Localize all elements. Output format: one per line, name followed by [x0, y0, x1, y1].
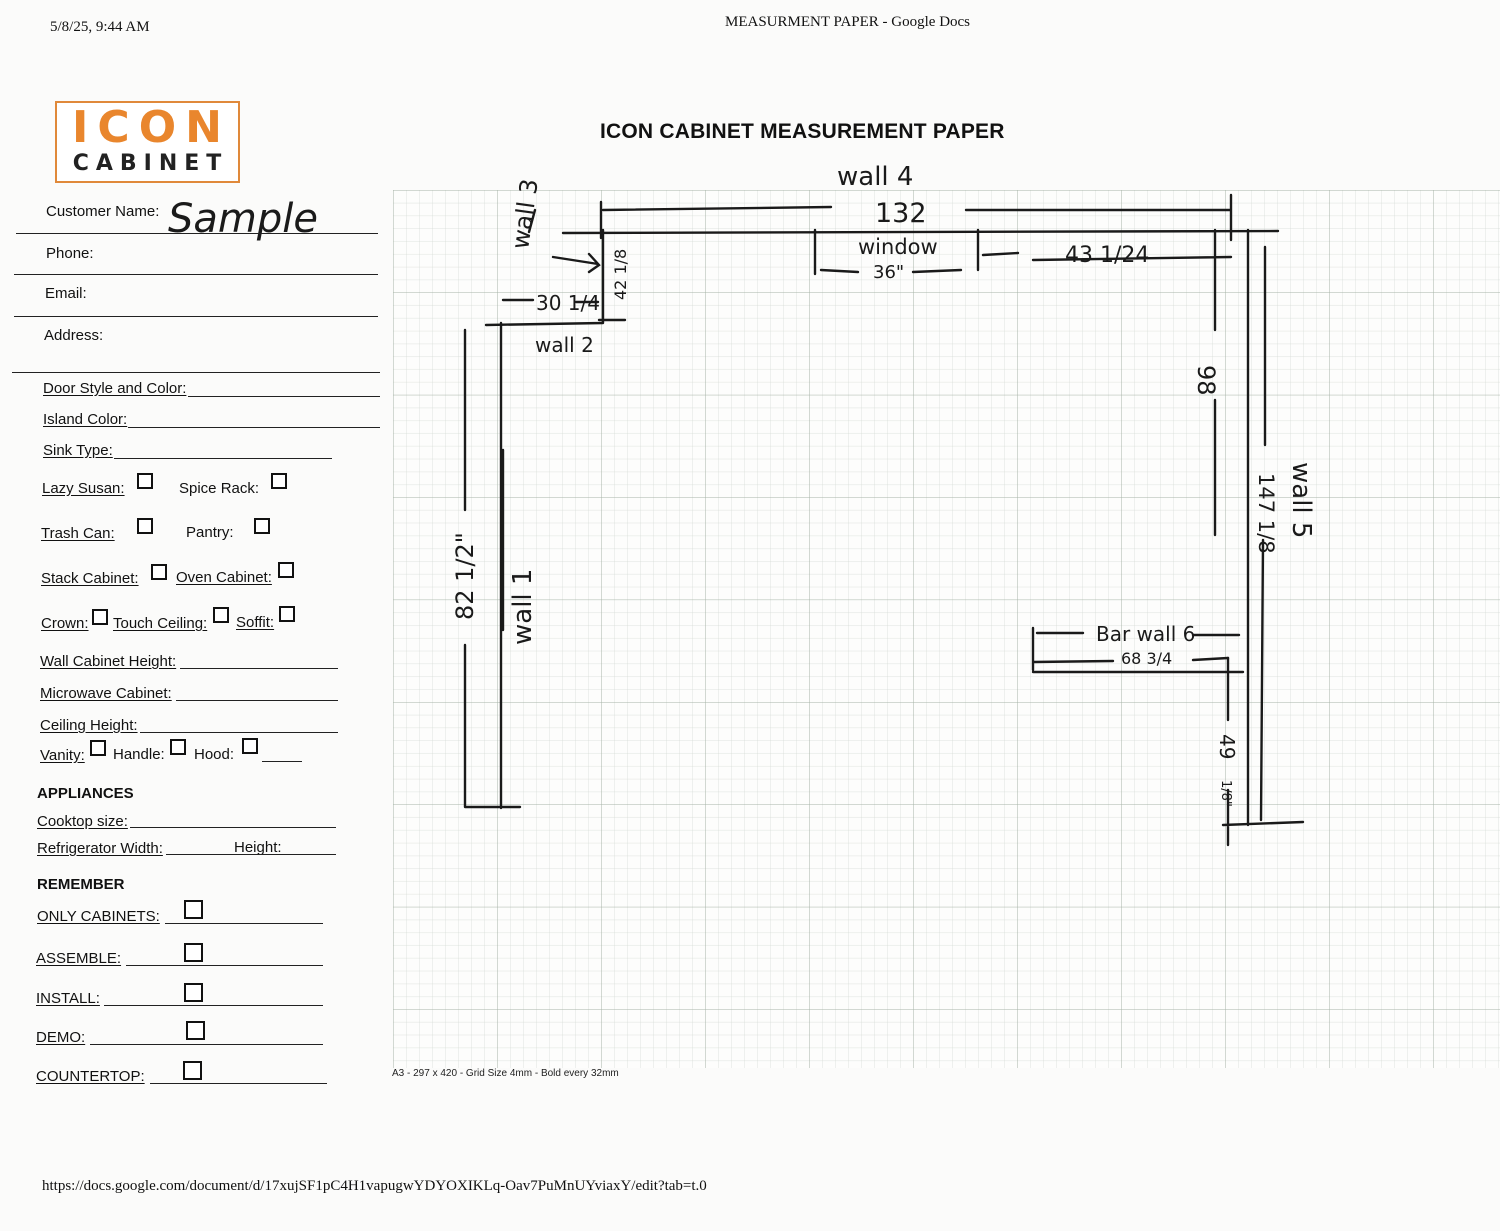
print-timestamp: 5/8/25, 9:44 AM	[50, 19, 150, 35]
measurement-grid	[393, 162, 1500, 1068]
spice-rack-label: Spice Rack:	[179, 480, 260, 497]
sink-type-label: Sink Type:	[43, 442, 113, 459]
trash-can-checkbox[interactable]	[137, 518, 153, 534]
demo-label: DEMO:	[36, 1029, 86, 1046]
dim-42-text: 42 1/8	[611, 248, 630, 300]
logo-line-1: ICON	[72, 102, 231, 153]
phone-label: Phone:	[46, 245, 94, 262]
install-checkbox[interactable]	[184, 983, 203, 1002]
remember-heading: REMEMBER	[37, 876, 125, 893]
oven-cabinet-checkbox[interactable]	[278, 562, 294, 578]
wall-4-text: wall 4	[837, 162, 914, 192]
pantry-checkbox[interactable]	[254, 518, 270, 534]
hood-line	[262, 761, 302, 762]
lazy-susan-checkbox[interactable]	[137, 473, 153, 489]
only-cabinets-label: ONLY CABINETS:	[37, 908, 160, 925]
wall-1-text: wall 1	[508, 568, 538, 645]
wall-3-text: wall 3	[506, 177, 544, 251]
trash-can-label: Trash Can:	[41, 525, 115, 542]
stack-cabinet-label: Stack Cabinet:	[41, 570, 139, 587]
touch-ceiling-label: Touch Ceiling:	[113, 615, 208, 632]
address-line	[12, 372, 380, 373]
fridge-height-label: Height:	[234, 839, 282, 856]
dim-68-text: 68 3/4	[1121, 649, 1173, 668]
demo-line	[90, 1044, 323, 1045]
dim-49-text: 49	[1215, 734, 1239, 760]
wall-5-text: wall 5	[1286, 462, 1316, 539]
spice-rack-checkbox[interactable]	[271, 473, 287, 489]
customer-name-label: Customer Name:	[46, 203, 160, 220]
vanity-checkbox[interactable]	[90, 740, 106, 756]
grid-lines	[393, 190, 1500, 1068]
customer-name-line	[16, 233, 378, 234]
pantry-label: Pantry:	[186, 524, 234, 541]
customer-name-value: Sample	[168, 196, 318, 242]
dim-98-text: 98	[1192, 365, 1220, 396]
soffit-checkbox[interactable]	[279, 606, 295, 622]
appliances-heading: APPLIANCES	[37, 785, 134, 802]
soffit-label: Soffit:	[236, 614, 275, 631]
logo-line-2: CABINET	[72, 151, 229, 176]
cooktop-line	[130, 827, 336, 828]
print-url: https://docs.google.com/document/d/17xujSF1pC4H1vapugwYDYOXIKLq-Oav7PuMnUYviaxY/edit?tab=t.0	[42, 1178, 707, 1194]
ceiling-height-line	[140, 732, 338, 733]
hood-label: Hood:	[194, 746, 235, 763]
ceiling-height-label: Ceiling Height:	[40, 717, 138, 734]
microwave-cabinet-label: Microwave Cabinet:	[40, 685, 172, 702]
phone-line	[14, 274, 378, 275]
microwave-cabinet-line	[176, 700, 338, 701]
dim-132-text: 132	[875, 198, 927, 229]
countertop-checkbox[interactable]	[183, 1061, 202, 1080]
fridge-line	[166, 854, 336, 855]
door-style-line	[188, 396, 380, 397]
wall-cabinet-height-label: Wall Cabinet Height:	[40, 653, 177, 670]
dim-36-text: 36"	[873, 262, 905, 283]
address-label: Address:	[44, 327, 104, 344]
hood-checkbox[interactable]	[242, 738, 258, 754]
install-line	[104, 1005, 323, 1006]
vanity-label: Vanity:	[40, 747, 85, 764]
fridge-width-label: Refrigerator Width:	[37, 840, 163, 857]
assemble-label: ASSEMBLE:	[36, 950, 122, 967]
email-label: Email:	[45, 285, 87, 302]
email-line	[14, 316, 378, 317]
dim-18-text: 1/8"	[1218, 780, 1233, 807]
island-color-label: Island Color:	[43, 411, 128, 428]
assemble-checkbox[interactable]	[184, 943, 203, 962]
crown-checkbox[interactable]	[92, 609, 108, 625]
door-style-label: Door Style and Color:	[43, 380, 187, 397]
handle-checkbox[interactable]	[170, 739, 186, 755]
wall-cabinet-height-line	[180, 668, 338, 669]
dim-43-text: 43 1/24	[1065, 243, 1150, 268]
dim-82-text: 82 1/2"	[451, 532, 479, 620]
print-doc-title: MEASURMENT PAPER - Google Docs	[725, 14, 971, 30]
form-title: ICON CABINET MEASUREMENT PAPER	[600, 120, 1005, 143]
bar-wall-6-text: Bar wall 6	[1096, 622, 1196, 646]
island-color-line	[128, 427, 380, 428]
only-cabinets-line	[165, 923, 323, 924]
icon-cabinet-logo	[55, 101, 240, 183]
countertop-line	[150, 1083, 327, 1084]
handle-label: Handle:	[113, 746, 165, 763]
grid-caption: A3 - 297 x 420 - Grid Size 4mm - Bold every 32mm	[392, 1068, 619, 1079]
dim-30-text: 30 1/4	[536, 291, 600, 315]
customer-name-signature	[160, 180, 330, 260]
crown-label: Crown:	[41, 615, 89, 632]
countertop-label: COUNTERTOP:	[36, 1068, 145, 1085]
sink-type-line	[114, 458, 332, 459]
assemble-line	[126, 965, 323, 966]
only-cabinets-checkbox[interactable]	[184, 900, 203, 919]
oven-cabinet-label: Oven Cabinet:	[176, 569, 272, 586]
demo-checkbox[interactable]	[186, 1021, 205, 1040]
lazy-susan-label: Lazy Susan:	[42, 480, 125, 497]
stack-cabinet-checkbox[interactable]	[151, 564, 167, 580]
dim-147-text: 147 1/8	[1254, 473, 1278, 554]
window-text: window	[858, 235, 938, 259]
install-label: INSTALL:	[36, 990, 100, 1007]
touch-ceiling-checkbox[interactable]	[213, 607, 229, 623]
cooktop-label: Cooktop size:	[37, 813, 128, 830]
wall-2-text: wall 2	[535, 333, 594, 357]
